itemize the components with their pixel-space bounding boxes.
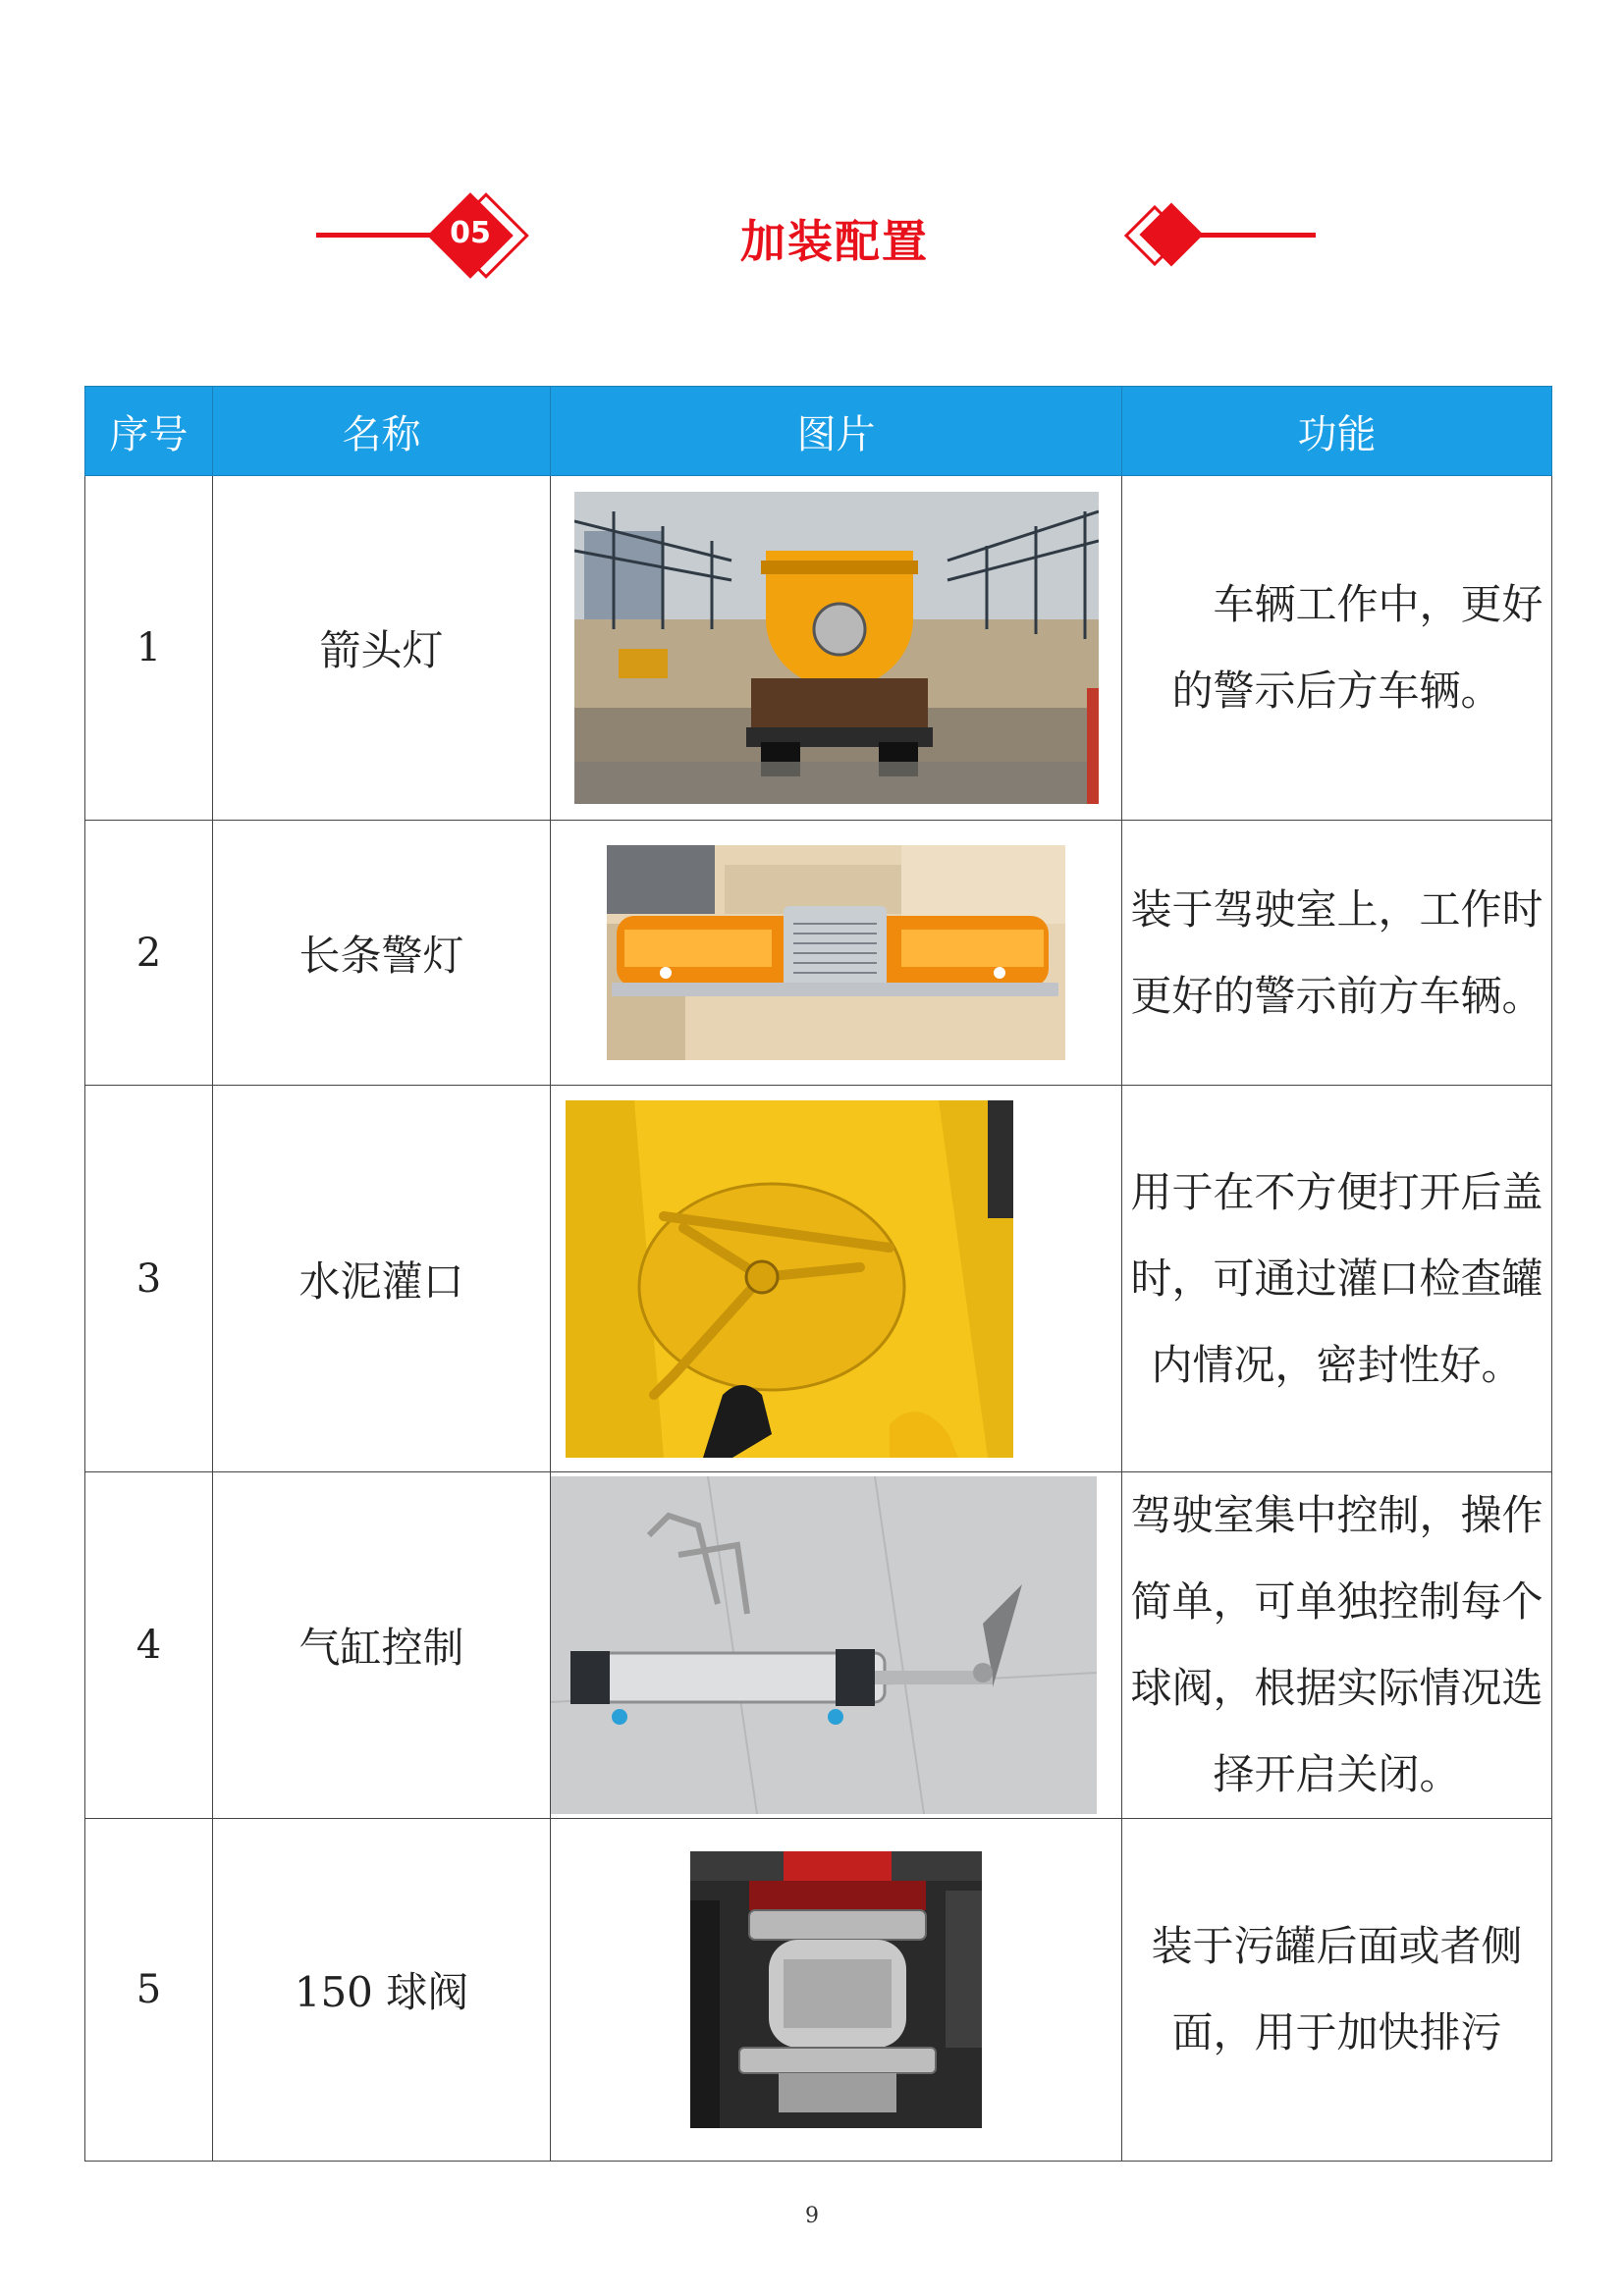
- row-function-text: 装于驾驶室上，工作时更好的警示前方车辆。: [1130, 884, 1543, 1020]
- ball-valve-photo: [690, 1851, 982, 2128]
- row-function-text: 用于在不方便打开后盖时，可通过灌口检查罐内情况，密封性好。: [1130, 1167, 1543, 1389]
- tank-manhole-cover-photo: [566, 1100, 1013, 1458]
- row-function-text: 驾驶室集中控制，操作简单，可单独控制每个球阀，根据实际情况选择开启关闭。: [1130, 1491, 1543, 1798]
- header-no: 序号: [85, 387, 213, 476]
- table-row: [85, 1086, 1552, 1472]
- row-name: 气缸控制: [213, 1472, 551, 1819]
- row-no: 5: [85, 1819, 213, 2162]
- amber-light-bar-photo: [607, 845, 1065, 1060]
- row-no: 2: [85, 821, 213, 1086]
- row-image-cell: [551, 1472, 1122, 1819]
- row-image-cell: [551, 1819, 1122, 2162]
- header-name: 名称: [213, 387, 551, 476]
- pneumatic-cylinder-photo: [551, 1476, 1097, 1814]
- table-row: [85, 1819, 1552, 2162]
- row-function-text: 车辆工作中，更好的警示后方车辆。: [1171, 580, 1543, 715]
- header-image: 图片: [551, 387, 1122, 476]
- page-number: 9: [805, 2204, 819, 2228]
- header-function: 功能: [1122, 387, 1552, 476]
- config-table: [84, 386, 1552, 2162]
- row-image-cell: [551, 1086, 1122, 1472]
- table-row: [85, 1472, 1552, 1819]
- section-number: 05: [450, 216, 491, 250]
- row-no: 3: [85, 1086, 213, 1472]
- row-name: 箭头灯: [213, 476, 551, 821]
- section-number-badge: [434, 187, 542, 285]
- row-function: [1122, 476, 1552, 821]
- row-image-cell: [551, 821, 1122, 1086]
- row-name: 水泥灌口: [213, 1086, 551, 1472]
- table-row: [85, 476, 1552, 821]
- row-function-text: 装于污罐后面或者侧面，用于加快排污: [1151, 1922, 1523, 2056]
- section-header: [0, 187, 1624, 285]
- row-no: 4: [85, 1472, 213, 1819]
- row-function: [1122, 1819, 1552, 2162]
- row-function: [1122, 1086, 1552, 1472]
- table-row: [85, 821, 1552, 1086]
- row-function: [1122, 1472, 1552, 1819]
- table-header-row: [85, 387, 1552, 476]
- row-no: 1: [85, 476, 213, 821]
- right-decor-line: [1183, 233, 1316, 238]
- row-name: 150 球阀: [213, 1819, 551, 2162]
- vacuum-tanker-truck-rear-photo: [574, 492, 1099, 804]
- section-title: 加装配置: [740, 215, 929, 268]
- row-image-cell: [551, 476, 1122, 821]
- row-function: [1122, 821, 1552, 1086]
- row-name: 长条警灯: [213, 821, 551, 1086]
